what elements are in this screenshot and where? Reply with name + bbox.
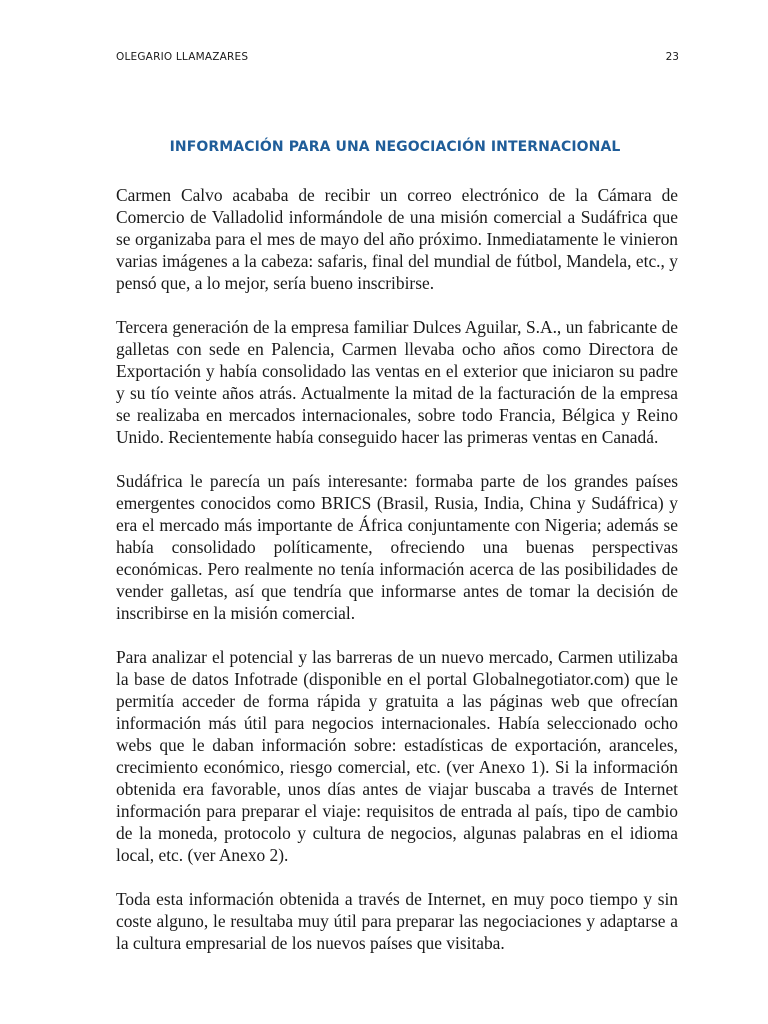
paragraph-1: Carmen Calvo acababa de recibir un correo electrónico de la Cámara de Comercio de Valladolid informándole de una misión comercial a Sudáfrica que se organizaba para el mes de mayo del año próximo. Inmediatamente le vinieron varias imágenes a la cabeza: safaris, final del mundial de fútbol, Mandela, etc., y pensó que, a lo mejor, sería bueno inscribirse. xyxy=(116,185,678,293)
page-number: 23 xyxy=(665,51,679,63)
running-head: OLEGARIO LLAMAZARES xyxy=(116,51,249,63)
paragraph-4: Para analizar el potencial y las barreras de un nuevo mercado, Carmen utilizaba la base de datos Infotrade (disponible en el portal Globalnegotiator.com) que le permitía acceder de forma rápida y gratuita a las páginas web que ofrecían información más útil para negocios internacionales. Había seleccionado ocho webs que le daban información sobre: estadísticas de exportación, aranceles, crecimiento económico, riesgo comercial, etc. (ver Anexo 1). Si la información obtenida era favorable, unos días antes de viajar buscaba a través de Internet información para preparar el viaje: requisitos de entrada al país, tipo de cambio de la moneda, protocolo y cultura de negocios, algunas palabras en el idioma local, etc. (ver Anexo 2). xyxy=(116,647,678,865)
paragraph-2: Tercera generación de la empresa familiar Dulces Aguilar, S.A., un fabricante de galletas con sede en Palencia, Carmen llevaba ocho años como Directora de Exportación y había consolidado las ventas en el exterior que iniciaron su padre y su tío veinte años atrás. Actualmente la mitad de la facturación de la empresa se realizaba en mercados internacionales, sobre todo Francia, Bélgica y Reino Unido. Recientemente había conseguido hacer las primeras ventas en Canadá. xyxy=(116,317,678,447)
paragraph-3: Sudáfrica le parecía un país interesante: formaba parte de los grandes países emergentes conocidos como BRICS (Brasil, Rusia, India, China y Sudáfrica) y era el mercado más importante de África conjuntamente con Nigeria; además se había consolidado políticamente, ofreciendo una buenas perspectivas económicas. Pero realmente no tenía información acerca de las posibilidades de vender galletas, así que tendría que informarse antes de tomar la decisión de inscribirse en la misión comercial. xyxy=(116,471,678,623)
paragraph-5: Toda esta información obtenida a través de Internet, en muy poco tiempo y sin coste alguno, le resultaba muy útil para preparar las negociaciones y adaptarse a la cultura empresarial de los nuevos países que visitaba. xyxy=(116,889,678,953)
section-title: INFORMACIÓN PARA UNA NEGOCIACIÓN INTERNACIONAL xyxy=(169,138,621,155)
body-text xyxy=(116,184,678,976)
